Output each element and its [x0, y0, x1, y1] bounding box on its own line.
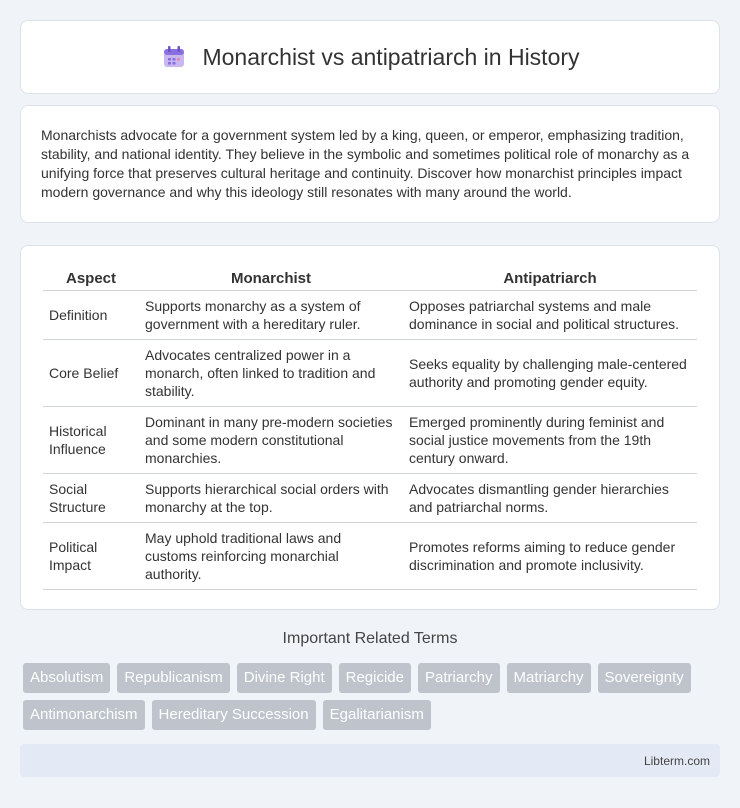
page-title: Monarchist vs antipatriarch in History	[202, 43, 580, 70]
table-row	[43, 407, 697, 474]
footer-site-link[interactable]: Libterm.com	[643, 753, 710, 768]
aspect-cell: Core Belief	[43, 340, 139, 407]
aspect-cell: Definition	[43, 291, 139, 340]
antipatriarch-cell: Emerged prominently during feminist and social justice movements from the 19th century onward.	[403, 407, 697, 474]
antipatriarch-cell: Opposes patriarchal systems and male dominance in social and political structures.	[403, 291, 697, 340]
monarchist-cell: Supports hierarchical social orders with monarchy at the top.	[139, 474, 403, 523]
term-tag-antimonarchism[interactable]: Antimonarchism	[23, 700, 145, 730]
footer	[20, 744, 720, 777]
title-card	[20, 20, 720, 94]
calendar-icon	[160, 43, 188, 71]
aspect-cell: Historical Influence	[43, 407, 139, 474]
header-aspect: Aspect	[43, 266, 139, 291]
intro-card	[20, 105, 720, 223]
term-tag-sovereignty[interactable]: Sovereignty	[598, 663, 691, 693]
monarchist-cell: Supports monarchy as a system of government with a hereditary ruler.	[139, 291, 403, 340]
monarchist-cell: Advocates centralized power in a monarch, often linked to tradition and stability.	[139, 340, 403, 407]
term-tag-absolutism[interactable]: Absolutism	[23, 663, 110, 693]
term-tag-republicanism[interactable]: Republicanism	[117, 663, 229, 693]
antipatriarch-cell: Advocates dismantling gender hierarchies and patriarchal norms.	[403, 474, 697, 523]
monarchist-cell: May uphold traditional laws and customs reinforcing monarchial authority.	[139, 523, 403, 590]
monarchist-cell: Dominant in many pre-modern societies and some modern constitutional monarchies.	[139, 407, 403, 474]
term-tag-matriarchy[interactable]: Matriarchy	[507, 663, 591, 693]
term-tag-regicide[interactable]: Regicide	[339, 663, 411, 693]
aspect-cell: Political Impact	[43, 523, 139, 590]
table-row	[43, 523, 697, 590]
term-tag-hereditary-succession[interactable]: Hereditary Succession	[152, 700, 316, 730]
antipatriarch-cell: Seeks equality by challenging male-centered authority and promoting gender equity.	[403, 340, 697, 407]
table-row	[43, 340, 697, 407]
comparison-card	[20, 245, 720, 610]
table-row	[43, 291, 697, 340]
antipatriarch-cell: Promotes reforms aiming to reduce gender discrimination and promote inclusivity.	[403, 523, 697, 590]
term-tag-divine-right[interactable]: Divine Right	[237, 663, 332, 693]
related-terms-heading: Important Related Terms	[282, 630, 458, 647]
term-tag-patriarchy[interactable]: Patriarchy	[418, 663, 500, 693]
table-row	[43, 474, 697, 523]
intro-text: Monarchists advocate for a government system led by a king, queen, or emperor, emphasizing tradition, stability, and national identity. They believe in the symbolic and sometimes political role of monarchy as a unifying force that preserves cultural heritage and continuity. Discover how monarchist principles impact modern governance and why this ideology still resonates with many around the world.	[41, 127, 690, 200]
header-antipatriarch: Antipatriarch	[403, 266, 697, 291]
table-header-row	[43, 266, 697, 291]
term-tag-egalitarianism[interactable]: Egalitarianism	[323, 700, 431, 730]
related-terms-list	[23, 663, 723, 730]
comparison-table	[43, 266, 697, 590]
header-monarchist: Monarchist	[139, 266, 403, 291]
aspect-cell: Social Structure	[43, 474, 139, 523]
